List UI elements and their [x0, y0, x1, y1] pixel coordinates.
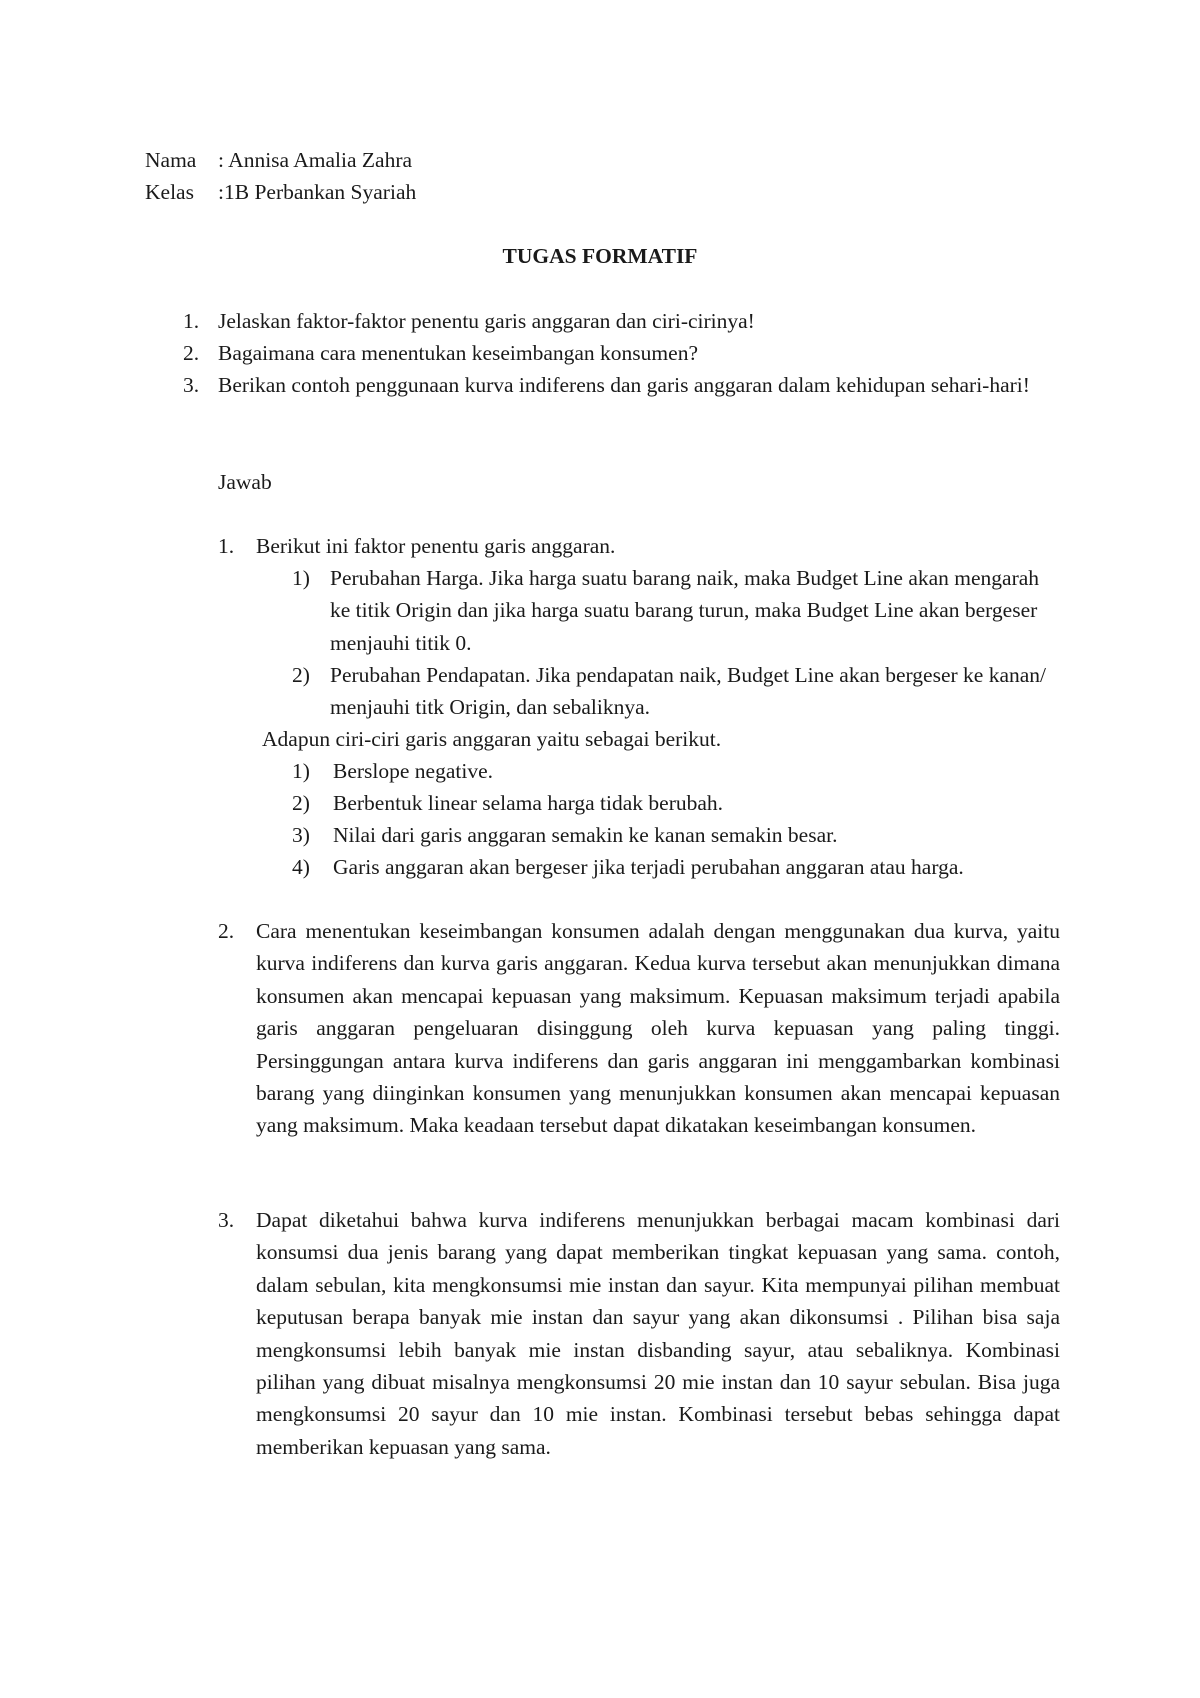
- answer-number: 1.: [218, 534, 235, 558]
- document-title: TUGAS FORMATIF: [502, 244, 698, 268]
- answer-number: 2.: [218, 919, 235, 943]
- question-number: 1.: [183, 309, 200, 333]
- question-number: 3.: [183, 373, 200, 397]
- ciri-number: 4): [292, 855, 310, 879]
- factor-text: Perubahan Harga. Jika harga suatu barang naik, maka Budget Line akan mengarah ke titik Origin dan jika harga suatu barang turun, maka Budget Line akan bergeser menjauhi titik 0.: [330, 566, 1040, 655]
- question-text: Jelaskan faktor-faktor penentu garis anggaran dan ciri-cirinya!: [218, 309, 755, 333]
- answer-number: 3.: [218, 1208, 235, 1232]
- factor-number: 2): [292, 663, 310, 687]
- nama-value: : Annisa Amalia Zahra: [218, 148, 413, 172]
- jawab-label: Jawab: [218, 470, 272, 494]
- nama-label: Nama: [145, 148, 197, 172]
- factor-number: 1): [292, 566, 310, 590]
- ciri-number: 1): [292, 759, 310, 783]
- ciri-text: Garis anggaran akan bergeser jika terjadi perubahan anggaran atau harga.: [333, 855, 964, 879]
- ciri-text: Nilai dari garis anggaran semakin ke kanan semakin besar.: [333, 823, 838, 847]
- answer-text: Cara menentukan keseimbangan konsumen adalah dengan menggunakan dua kurva, yaitu kurva indiferens dan kurva garis anggaran. Kedua kurva tersebut akan menunjukkan dimana konsumen akan mencapai kepuasan yang maksimum. Kepuasan maksimum terjadi apabila garis anggaran pengeluaran disinggung oleh kurva kepuasan yang paling tinggi. Persinggungan antara kurva indiferens dan garis anggaran ini menggambarkan kombinasi barang yang diinginkan konsumen yang menunjukkan konsumen akan mencapai kepuasan yang maksimum. Maka keadaan tersebut dapat dikatakan keseimbangan konsumen.: [256, 919, 1060, 1138]
- answer-intro: Berikut ini faktor penentu garis anggaran.: [256, 534, 616, 558]
- question-text: Berikan contoh penggunaan kurva indiferens dan garis anggaran dalam kehidupan sehari-hari!: [218, 373, 1030, 397]
- ciri-text: Berbentuk linear selama harga tidak berubah.: [333, 791, 724, 815]
- ciri-intro: Adapun ciri-ciri garis anggaran yaitu sebagai berikut.: [262, 727, 722, 751]
- nama-row: [145, 144, 412, 176]
- kelas-value: :1B Perbankan Syariah: [218, 180, 417, 204]
- question-number: 2.: [183, 341, 200, 365]
- answer-text: Dapat diketahui bahwa kurva indiferens menunjukkan berbagai macam kombinasi dari konsumsi dua jenis barang yang dapat memberikan tingkat kepuasan yang sama. contoh, dalam sebulan, kita mengkonsumsi mie instan dan sayur. Kita mempunyai pilihan membuat keputusan berapa banyak mie instan dan sayur yang akan dikonsumsi . Pilihan bisa saja mengkonsumsi lebih banyak mie instan disbanding sayur, atau sebaliknya. Kombinasi pilihan yang dibuat misalnya mengkonsumsi 20 mie instan dan 10 sayur sebulan. Bisa juga mengkonsumsi 20 sayur dan 10 mie instan. Kombinasi tersebut bebas sehingga dapat memberikan kepuasan yang sama.: [256, 1208, 1060, 1459]
- kelas-label: Kelas: [145, 180, 194, 204]
- ciri-number: 2): [292, 791, 310, 815]
- ciri-number: 3): [292, 823, 310, 847]
- ciri-text: Berslope negative.: [333, 759, 494, 783]
- kelas-row: [145, 176, 416, 208]
- question-text: Bagaimana cara menentukan keseimbangan konsumen?: [218, 341, 698, 365]
- factor-text: Perubahan Pendapatan. Jika pendapatan naik, Budget Line akan bergeser ke kanan/ menjauhi titk Origin, dan sebaliknya.: [330, 663, 1047, 720]
